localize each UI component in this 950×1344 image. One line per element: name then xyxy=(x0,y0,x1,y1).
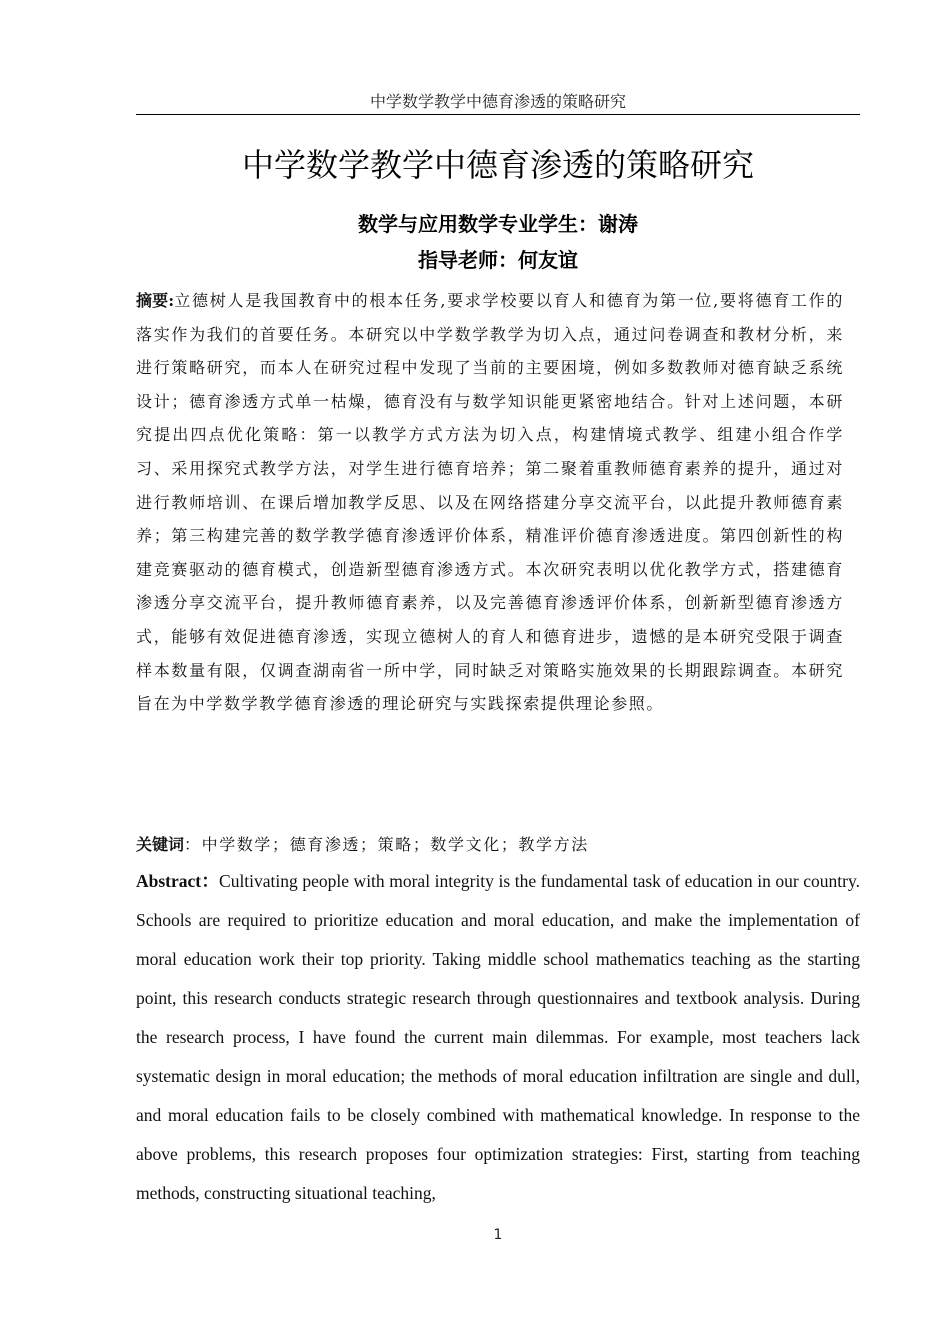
english-abstract-text: Cultivating people with moral integrity is the fundamental task of education in our country. Schools are required to prioritize education and moral education, and make the implementation of moral education work their top priority. Taking middle school mathematics teaching as the starting point, this research conducts strategic research through questionnaires and textbook analysis. During the research process, I have found the current main dilemmas. For example, most teachers lack systematic design in moral education; the methods of moral education infiltration are single and dull, and moral education fails to be closely combined with mathematical knowledge. In response to the above problems, this research proposes four optimization strategies: First, starting from teaching methods, constructing situational teaching, xyxy=(136,871,860,1203)
keywords-label: 关键词 xyxy=(136,835,185,854)
english-abstract xyxy=(136,862,860,1213)
running-header: 中学数学教学中德育渗透的策略研究 xyxy=(369,92,626,111)
chinese-abstract xyxy=(136,284,844,721)
chinese-abstract-text: 立德树人是我国教育中的根本任务,要求学校要以育人和德育为第一位,要将德育工作的落实作为我们的首要任务。本研究以中学数学教学为切入点，通过问卷调查和教材分析，来进行策略研究，而本人在研究过程中发现了当前的主要困境，例如多数教师对德育缺乏系统设计；德育渗透方式单一枯燥，德育没有与数学知识能更紧密地结合。针对上述问题，本研究提出四点优化策略：第一以教学方式方法为切入点，构建情境式教学、组建小组合作学习、采用探究式教学方法，对学生进行德育培养；第二聚着重教师德育素养的提升，通过对进行教师培训、在课后增加教学反思、以及在网络搭建分享交流平台，以此提升教师德育素养；第三构建完善的数学教学德育渗透评价体系，精准评价德育渗透进度。第四创新性的构建竞赛驱动的德育模式，创造新型德育渗透方式。本次研究表明以优化教学方式，搭建德育渗透分享交流平台，提升教师德育素养，以及完善德育渗透评价体系，创新新型德育渗透方式，能够有效促进德育渗透，实现立德树人的育人和德育进步，遗憾的是本研究受限于调查样本数量有限，仅调查湖南省一所中学，同时缺乏对策略实施效果的长期跟踪调查。本研究旨在为中学数学教学德育渗透的理论研究与实践探索提供理论参照。 xyxy=(136,291,844,714)
page-number: 1 xyxy=(493,1227,503,1243)
advisor-line: 指导老师：何友谊 xyxy=(418,248,578,272)
english-abstract-label: Abstract： xyxy=(136,871,220,891)
student-line: 数学与应用数学专业学生：谢涛 xyxy=(358,212,638,236)
keywords-text: ：中学数学；德育渗透；策略；数学文化；教学方法 xyxy=(184,835,589,854)
header-rule xyxy=(136,114,860,115)
paper-title: 中学数学教学中德育渗透的策略研究 xyxy=(241,146,754,184)
keywords xyxy=(136,830,860,860)
chinese-abstract-label: 摘要: xyxy=(136,291,175,310)
